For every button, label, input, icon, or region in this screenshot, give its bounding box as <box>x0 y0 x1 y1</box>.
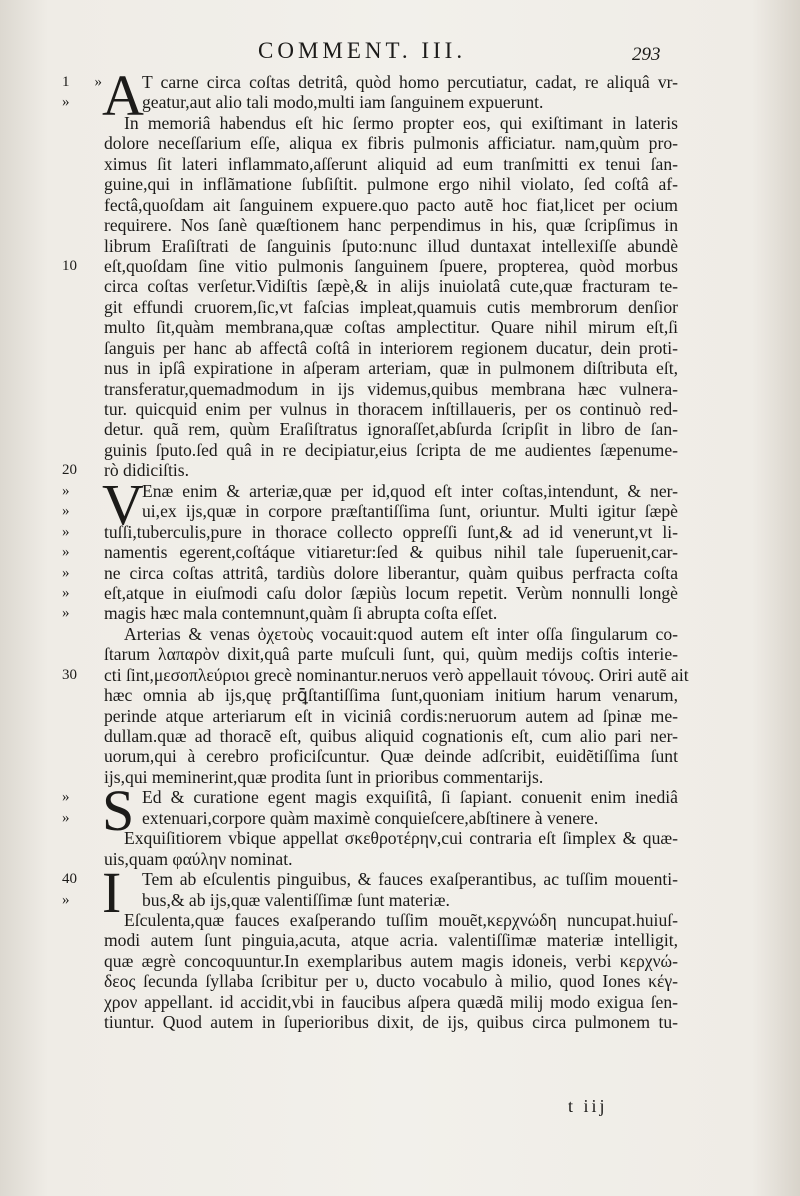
text-line <box>62 113 682 133</box>
line-text: guinis ſputo.ſed quâ in re decipiatur,eius ſcripta de me audientes ſæpenume- <box>104 439 678 460</box>
text-line <box>62 379 682 399</box>
margin-marker: » <box>62 584 70 601</box>
drop-cap: I <box>102 860 122 926</box>
text-line <box>62 133 682 153</box>
line-text: χρον appellant. id accidit,vbi in faucibus aſpera quædã milij modo exigua ſen- <box>104 991 678 1012</box>
margin-marker: » <box>62 605 70 622</box>
text-line <box>62 215 682 235</box>
page-number: 293 <box>632 44 661 65</box>
margin-marker: 20 <box>62 462 77 479</box>
line-text: ſtarum λαπαρὸν dixit,quâ parte muſculi ſunt, qui, quùm medijs coſtis interie- <box>104 644 678 665</box>
margin-marker: » <box>62 482 70 499</box>
line-text: perinde atque arteriarum eſt in viciniâ cordis:neruorum autem ad ſpinæ me- <box>104 705 678 726</box>
line-text: dullam.quæ ad thoracẽ eſt, quibus aliquid cognationis eſt, cum alio pari ner- <box>104 726 678 746</box>
line-text: Exquiſitiorem vbique appellat σκεθροτέρην,cui contraria eſt ſimplex & quæ- <box>124 828 678 849</box>
line-text: multo ſit,quàm membrana,quæ coſtas amplectitur. Quare nihil mirum eſt,ſi <box>104 317 678 338</box>
line-text: tur. quicquid enim per vulnus in thoracem inſtillaueris, per os continuò red- <box>104 399 678 419</box>
text-line <box>62 849 682 869</box>
drop-cap: S <box>102 778 135 844</box>
page-footer <box>0 1096 800 1126</box>
line-text: requirere. Nos ſanè quæſtionem hanc perpendimus in his, quæ ſcripſimus in <box>104 215 678 236</box>
line-text: detur. quã rem, quùm Eraſiſtratus ignoraſſet,abſurda ſcripſit in libro de ſan- <box>104 419 678 440</box>
margin-marker: » <box>62 564 70 581</box>
line-text: bus,& ab ijs,quæ valentiſſimæ ſunt materiæ. <box>142 889 450 910</box>
margin-marker: » <box>62 891 70 908</box>
margin-marker: » <box>62 94 70 111</box>
line-text: cti ſint,μεσοπλεύριοι grecè nominantur.neruos verò appellauit τόνους. Oriri autẽ ait <box>104 664 689 685</box>
line-text: ijs,qui meminerint,quæ prodita ſunt in prioribus commentarijs. <box>104 766 544 787</box>
text-line <box>62 890 682 910</box>
line-text: tuſſi,tuberculis,pure in thorace collecto oppreſſi ſunt,& ad id venerunt,vt li- <box>104 521 678 542</box>
text-line <box>62 910 682 930</box>
text-line <box>62 297 682 317</box>
text-line <box>62 583 682 603</box>
margin-marker: » <box>62 523 70 540</box>
margin-marker: 10 <box>62 257 77 274</box>
text-line <box>62 236 682 256</box>
text-block <box>62 63 689 1033</box>
line-text: ximus ſit lateri inflammato,aſſerunt aliquid ad eum tranſmitti ex tenui ſan- <box>104 153 678 174</box>
text-line <box>62 992 682 1012</box>
line-text: eſt,quoſdam ſine vitio pulmonis ſanguinem ſpuere, propterea, quòd morbus <box>104 255 678 276</box>
line-text: quæ ægrè concoquuntur.In exemplaribus autem magis idoneis, verbi κερχνώ- <box>104 950 678 971</box>
text-line <box>62 971 682 991</box>
line-text: Eſculenta,quæ fauces exaſperando tuſſim mouẽt,κερχνώδη nuncupat.huiuſ- <box>124 909 678 930</box>
text-line <box>62 338 682 358</box>
text-line <box>62 664 689 685</box>
line-text: ſanguis per hanc ab affectâ coſtâ in interiorem regionem ducatur, dein proti- <box>104 337 678 358</box>
line-text: hæc omnia ab ijs,quę prꝗ̄ſtantiſſima ſunt,quoniam initium harum venarum, <box>104 685 678 706</box>
margin-marker: » <box>62 809 70 826</box>
line-text: ui,ex ijs,quæ in corpore præſtantiſſima ſunt, oriuntur. Multi igitur ſæpè <box>142 501 678 522</box>
signature-mark: t iij <box>568 1096 608 1116</box>
text-line <box>62 644 682 664</box>
text-line <box>62 419 682 439</box>
line-text: In memoriâ habendus eſt hic ſermo propter eos, qui exiſtimant in lateris <box>124 112 678 133</box>
margin-marker: 30 <box>62 666 77 683</box>
text-line <box>62 399 682 419</box>
text-line <box>62 522 682 542</box>
line-text: uis,quam φαύλην nominat. <box>104 848 293 869</box>
line-text: dolore neceſſarium eſſe, aliqua ex fibris pulmonis afficiatur. nam,quùm pro- <box>104 133 678 154</box>
text-line <box>62 542 682 562</box>
line-text: librum Eraſiſtrati de ſanguinis ſputo:nunc illud duntaxat intellexiſſe abundè <box>104 235 678 256</box>
running-head: COMMENT. III. <box>258 38 467 63</box>
line-text: git effundi cruorem,ſic,vt faſcias impleat,quamuis cutis membrorum denſior <box>104 296 678 317</box>
margin-marker: » <box>62 789 70 806</box>
text-line <box>62 92 682 112</box>
text-line <box>62 808 682 828</box>
text-line <box>62 563 682 583</box>
text-line <box>62 726 682 746</box>
text-line <box>62 256 682 276</box>
line-text: Ed & curatione egent magis exquiſitâ, ſi ſapiant. conuenit enim inediâ <box>142 787 678 808</box>
text-line <box>62 951 682 971</box>
line-text: circa coſtas verſetur.Vidiſtis ſæpè,& in alijs inuiolatâ cute,quæ fracturam te- <box>104 276 678 297</box>
text-line <box>62 195 682 215</box>
margin-marker: » <box>62 544 70 561</box>
text-line <box>62 174 682 194</box>
text-line <box>62 358 682 378</box>
line-text: geatur,aut alio tali modo,multi iam ſanguinem expuerunt. <box>142 92 544 113</box>
line-text: Enæ enim & arteriæ,quæ per id,quod eſt inter coſtas,intendunt, & ner- <box>142 480 678 501</box>
line-text: T carne circa coſtas detritâ, quòd homo percutiatur, cadat, re aliquâ vr- <box>142 72 678 92</box>
text-line <box>62 317 682 337</box>
line-text: ne circa coſtas attritâ, tardiùs dolore liberantur, quàm quibus perfracta coſta <box>104 562 678 583</box>
drop-cap: A <box>102 63 144 128</box>
line-text: Arterias & venas ὀχετοὺς vocauit:quod autem eſt inter oſſa ſingularum co- <box>124 623 678 644</box>
text-line <box>62 828 682 848</box>
text-line <box>62 501 682 521</box>
text-line <box>62 603 682 623</box>
line-text: guine,qui in inflãmatione ſubſiſtit. pulmone ergo nihil violato, ſed coſtâ af- <box>104 174 678 195</box>
line-text: Tem ab eſculentis pinguibus, & fauces exaſperantibus, ac tuſſim mouenti- <box>142 869 678 890</box>
line-text: eſt,atque in eiuſmodi caſu dolor ſæpiùs locum repetit. Verùm nonnulli longè <box>104 582 678 603</box>
text-line <box>62 154 682 174</box>
text-line <box>62 440 682 460</box>
line-text: extenuari,corpore quàm maximè conquieſcere,abſtinere à venere. <box>142 807 599 828</box>
line-text: magis hæc mala contemnunt,quàm ſi abrupta coſta eſſet. <box>104 603 498 624</box>
line-text: rò didiciſtis. <box>104 460 190 481</box>
text-line <box>62 685 682 705</box>
text-line <box>62 460 682 480</box>
line-text: modi autem ſunt pinguia,acuta, atque acria. valentiſſimæ materiæ intelligit, <box>104 930 678 951</box>
text-line <box>62 930 682 950</box>
line-text: nus in ipſâ expiratione in aſperam arteriam, quæ in pulmonem diſtributa eſt, <box>104 358 678 379</box>
text-line <box>62 746 682 766</box>
text-line <box>62 624 682 644</box>
margin-marker: » <box>62 503 70 520</box>
text-line <box>62 1012 682 1032</box>
line-text: tiuntur. Quod autem in ſuperioribus dixit, de ijs, quibus circa pulmonem tu- <box>104 1012 678 1033</box>
drop-cap: V <box>102 471 144 537</box>
margin-marker: 1 » <box>62 74 102 90</box>
text-line <box>62 276 682 296</box>
line-text: δεος ſecunda ſyllaba ſcribitur per υ, ducto vocabulo à milio, quod Iones κέγ- <box>104 971 678 992</box>
text-line <box>62 767 682 787</box>
line-text: transferatur,quemadmodum in ijs videmus,quibus membrana hæc vulnera- <box>104 378 678 399</box>
text-line <box>62 706 682 726</box>
line-text: fectâ,quoſdam ait ſanguinem expuere.quo pacto autẽ hoc fiat,licet per ocium <box>104 194 678 215</box>
margin-marker: 40 <box>62 871 77 888</box>
line-text: namentis egerent,coſtáque vitiaretur:ſed & quibus nihil tale ſuperuenit,car- <box>104 542 678 563</box>
line-text: uorum,qui à cerebro proficiſcuntur. Quæ deinde adſcribit, euidẽtiſſima ſunt <box>104 746 678 767</box>
